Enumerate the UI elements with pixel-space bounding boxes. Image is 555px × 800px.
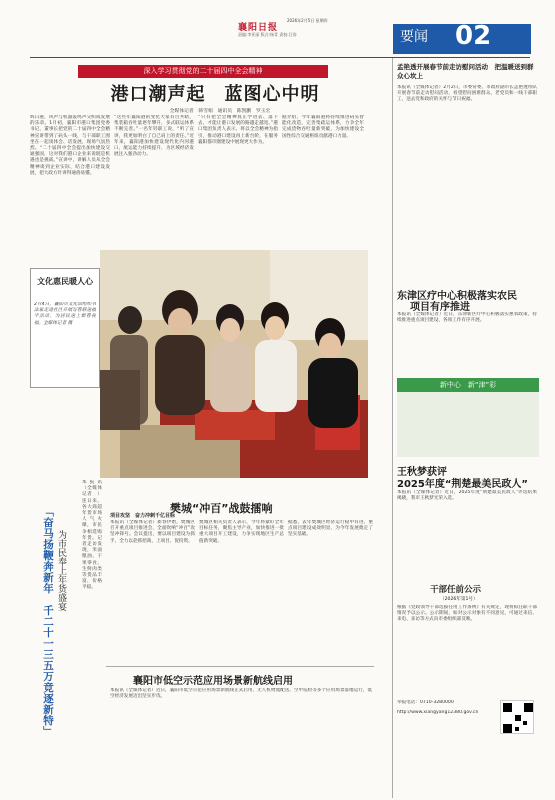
right-body-4: 根据《党政领导干部选拔任用工作条例》有关规定，现将拟任职干部情况予以公示。公示期间，如对公示对象有不同意见，可通过来信、来电、来访等方式向市委组织部反映。 — [397, 605, 537, 623]
theme-banner: 深入学习贯彻党的二十届四中全会精神 — [78, 65, 328, 78]
middle-headline: 樊城“冲百”战鼓擂响 — [170, 502, 273, 515]
right-body-3: 本报讯（全媒体记者）近日，2025年度“荆楚最美民政人”评选结果揭晓，我市王秋梦光荣入选。 — [397, 490, 537, 502]
lower-headline: 襄阳市低空示范应用场景新航线启用 — [133, 676, 293, 687]
middle-subhead: 项目攻坚 奋力冲刺千亿目标 — [110, 513, 176, 519]
qr-code — [500, 700, 534, 734]
right-headline-2: 东津区疗中心积极落实农民 — [397, 291, 517, 302]
lead-body-col2: “这些年襄阳港的变化大家有目共睹，集装箱吞吐量逐年攀升，多式联运体系不断完善。”一名年轻职工说，“听了宣讲，我更加明白了自己肩上的责任。”近年来，襄阳港加快建设现代化内河港口，航运能力持续提升，为区域经济发展注入强劲动力。 — [114, 115, 194, 158]
lead-byline: 全媒体记者 韩雪娟 通讯员 陈凯鹏 罗玉宏 — [169, 109, 271, 114]
masthead-rule — [30, 57, 530, 58]
feature-vertical-headline: 「奋马扬鞭奔新年 千二十一三五万竞逐新特」 — [42, 506, 54, 737]
newspaper-logo: 襄阳日报 — [238, 23, 279, 33]
right-headline-3b: 2025年度“荆楚最美民政人” — [397, 479, 528, 490]
right-body-2: 本报讯（全媒体记者）近日，东津新区疗中心积极落实惠农政策，持续推进重点项目建设，各项工作有序开展。 — [397, 312, 537, 324]
promo-banner: 新中心 新“津”彩 — [397, 378, 539, 392]
report-website: http://www.xiangyang12380.gov.cn — [397, 710, 479, 715]
right-headline-3: 王秋梦获评 — [397, 467, 447, 478]
photo-caption-text: 2月4日，襄阳市文化馆组织书法家走进社区开展写春联送福字活动，为居民送上新春祝福。全媒体记者 摄 — [34, 302, 96, 326]
lower-body: 本报讯（全媒体记者）近日，襄阳市低空示范应用场景新航线正式启用，无人机物流配送、空中巡检等多个应用场景落地运行，低空经济发展迈出坚实步伐。 — [110, 688, 372, 700]
issue-date: 2026年2月5日 星期四 — [287, 18, 328, 23]
middle-body-col3: 据悉，去年樊城区经济运行稳中有进，重点项目建设成效明显，为今年发展奠定了坚实基础。 — [288, 520, 373, 538]
lead-body-col4: 据介绍，今年襄阳港将持续推进码头智能化改造，完善集疏运体系，力争全年完成货物吞吐量新突破，为加快建设全国性综合交通枢纽贡献港口力量。 — [282, 115, 364, 139]
right-headline-4-date: （2026年第1号） — [440, 597, 478, 602]
photo-caption-title: 文化惠民暖人心 — [37, 277, 93, 286]
middle-body-col2: 樊城区相关负责人表示，今年将紧盯全年目标任务，聚焦主导产业，加快推进一批重大项目开工建设，力争实现地区生产总值新突破。 — [199, 520, 284, 544]
middle-body-col1: 本报讯（全媒体记者）新春伊始，樊城区召开重点项目推进会，全面吹响“冲百”攻坚冲锋号。会议提出，要以项目建设为抓手，全力以赴抓招商、上项目、促投资。 — [110, 520, 195, 544]
news-photo — [100, 250, 368, 478]
right-headline-4: 干部任前公示 — [430, 585, 482, 595]
feature-left-body: 本报讯（全媒体记者 ）连日来，各大商超年货市场人气火爆，市民争相选购年货。记者走访发现，米面粮油、干果零食、生鲜肉类等货品丰富，价格平稳。 — [82, 480, 102, 591]
lead-body-col1: 辉日港，风声与机器轰鸣声交织成发展的乐章。1月初，襄阳市港口集团党委书记、董事长把党的二十届四中全会精神宣讲带到了码头一线，与干部职工围坐在一起谈体会、话发展，现场气氛热烈。“二十届四中全会提出加快建设交通强国，这对我们港口企业来说既是机遇也是挑战。”宣讲中，讲解人员从全会精神谈到企业实际，结合港口建设发展，把大政方针讲得通俗易懂。 — [30, 115, 110, 176]
lower-rule — [106, 666, 374, 667]
editor-info: 责编:李亚丽 版式:杨青 责校:汪涛 — [238, 32, 297, 37]
page-number: 02 — [455, 21, 492, 51]
section-title: 要闻 — [400, 29, 428, 45]
right-headline-1: 孟艳透开展春节前走访慰问活动 把温暖送到群众心坎上 — [397, 63, 534, 80]
promo-image — [397, 392, 539, 457]
feature-vertical-sub: 为市民奉上年货盛宴 — [56, 530, 66, 611]
photo-illustration — [100, 250, 368, 478]
right-body-1: 本报讯（全媒体记者）2月2日，市委常委、市政府副市长孟艳透带队开展春节前走访慰问活动，看望慰问困难群众、老党员和一线干部职工，送去党和政府的关怀与节日祝福。 — [397, 85, 537, 103]
report-phone: 举报电话：0710-3280000 — [397, 700, 454, 705]
column-divider — [392, 58, 393, 798]
right-headline-2b: 项目有序推进 — [410, 302, 470, 313]
lead-headline: 港口潮声起 蓝图心中明 — [110, 84, 320, 105]
lead-body-col3: “只有把全会精神真正学进去、落下去，才能让港口发展的路越走越宽。”港口集团负责人表示，将以全会精神为指引，推动港口建设再上新台阶，在服务襄阳都市圈建设中展现更大作为。 — [198, 115, 278, 145]
